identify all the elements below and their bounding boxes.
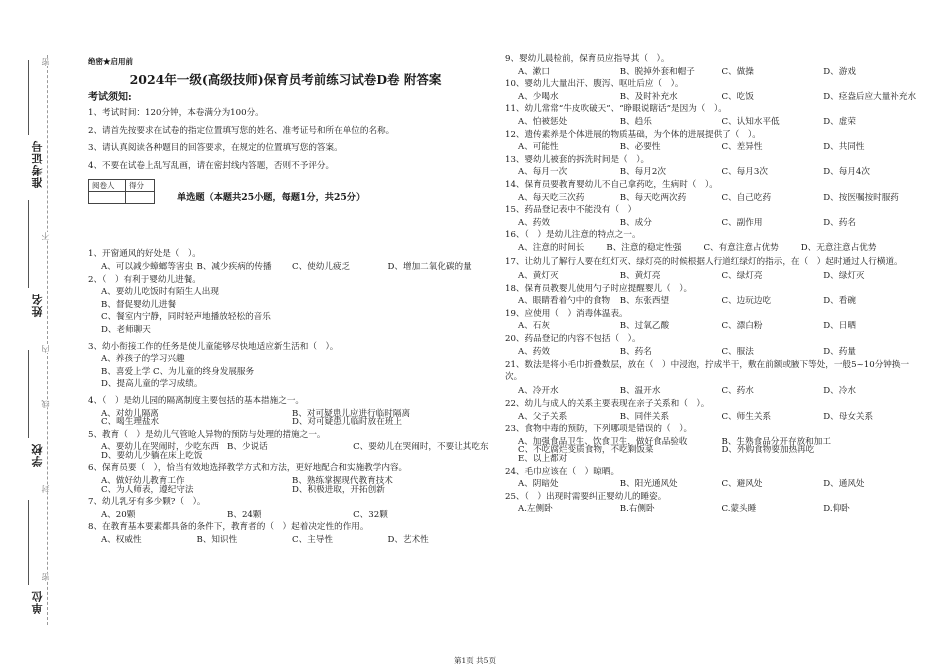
question — [88, 498, 483, 519]
question-list-left — [88, 249, 489, 546]
seal-mark: 不 — [41, 232, 50, 240]
answer-option[interactable]: A、漱口 — [518, 66, 550, 77]
page-title: 2024年一级(高级技师)保育员考前练习试卷D卷 附答案 — [129, 71, 442, 87]
answer-option[interactable]: D、药量 — [823, 346, 856, 357]
answer-option[interactable]: C、药水 — [721, 386, 754, 397]
name-field[interactable] — [28, 200, 29, 288]
answer-option[interactable]: B、过氧乙酸 — [619, 321, 670, 332]
option-list — [88, 511, 483, 520]
answer-option[interactable]: C、差异性 — [721, 142, 763, 153]
score-row — [88, 179, 483, 204]
option-list — [505, 438, 925, 464]
question-stem: 22、幼儿与成人的关系主要表现在亲子关系和（ ）。 — [505, 399, 710, 410]
answer-option[interactable]: B、黄灯亮 — [619, 271, 661, 282]
answer-option[interactable]: B、24颗 — [227, 509, 262, 520]
option-list — [505, 297, 925, 306]
answer-option[interactable]: D、日晒 — [823, 321, 856, 332]
question-stem: 15、药品登记表中不能没有（ ） — [505, 205, 637, 216]
answer-option[interactable]: C、自己吃药 — [721, 192, 772, 203]
answer-option[interactable]: B.右侧卧 — [619, 504, 655, 515]
seal-mark: 密 — [41, 58, 50, 66]
answer-option[interactable]: D、每月4次 — [823, 167, 870, 178]
answer-option[interactable]: B、对可疑患儿应进行临时隔离 — [292, 408, 411, 419]
option-list — [505, 480, 925, 489]
question-list-right — [505, 55, 925, 514]
question — [88, 523, 483, 544]
exam-number-label: 准考证号 — [31, 140, 44, 188]
question-stem: 4、（ ）是幼儿园的隔离制度主要包括的基本措施之一。 — [88, 395, 305, 406]
question — [88, 343, 483, 393]
option-list — [505, 68, 925, 77]
option-list — [505, 194, 925, 203]
answer-option[interactable]: A、权威性 — [101, 535, 142, 546]
question-stem: 7、幼儿乳牙有多少颗?（ ）。 — [88, 497, 206, 508]
answer-option[interactable]: A、20颗 — [101, 509, 136, 520]
answer-option[interactable]: B、阳光通风处 — [619, 479, 678, 490]
question — [88, 429, 489, 461]
answer-option[interactable]: A、黄灯灭 — [518, 271, 559, 282]
question-stem: 21、数法是将小毛巾折叠数层，放在（ ）中浸泡，拧成半干，敷在前额或腋下等处，一般5~10分钟换一次。 — [505, 360, 910, 382]
question-stem: 18、保育员教婴儿使用勺子时应提醒婴儿（ ）。 — [505, 283, 693, 294]
notice-item: 2、请首先按要求在试卷的指定位置填写您的姓名、准考证号和所在单位的名称。 — [88, 125, 395, 136]
answer-option[interactable]: C、喝生理盐水 — [101, 417, 160, 428]
option-list — [505, 93, 925, 102]
question-stem: 20、药品登记的内容不包括（ ）。 — [505, 334, 641, 345]
seal-mark: 密 — [41, 573, 50, 581]
option-list — [88, 536, 483, 545]
answer-option[interactable]: D、老师聊天 — [101, 324, 151, 335]
answer-option[interactable]: A、做好幼儿教育工作 — [101, 476, 185, 487]
question-stem: 10、婴幼儿大量出汗、腹泻、呕吐后应（ ）。 — [505, 79, 684, 90]
answer-option[interactable]: C、不吃腐烂变质食物，不吃剩饭菜 — [518, 445, 654, 456]
answer-option[interactable]: A、冷开水 — [518, 386, 559, 397]
reviewer-cell[interactable] — [89, 192, 126, 204]
answer-option[interactable]: A、加强食品卫生、饮食卫生，做好食品验收 — [518, 436, 688, 447]
score-cell[interactable] — [126, 192, 155, 204]
answer-option[interactable]: A、每月一次 — [518, 167, 568, 178]
answer-option[interactable]: D.仰卧 — [823, 504, 850, 515]
right-column — [505, 55, 925, 518]
option-list — [505, 244, 925, 253]
school-field[interactable] — [28, 350, 29, 438]
question-stem: 8、在教育基本要素都具备的条件下，教育者的（ ）起着决定性的作用。 — [88, 522, 369, 533]
option-list — [505, 219, 925, 228]
option-list — [88, 477, 483, 494]
question-stem: 16、（ ）是幼儿注意的特点之一。 — [505, 230, 641, 241]
answer-option[interactable]: D、药名 — [823, 217, 856, 228]
question-stem: 12、遗传素养是个体进展的物质基础，为个体的进展提供了（ ）。 — [505, 129, 761, 140]
left-column — [88, 55, 489, 549]
option-list — [505, 413, 925, 422]
answer-option[interactable]: D、母女关系 — [823, 411, 874, 422]
question — [505, 55, 925, 76]
question-stem: 2、（ ）有利于婴幼儿进餐。 — [88, 274, 201, 285]
question — [505, 131, 925, 152]
option-list — [505, 143, 925, 152]
option-list — [505, 505, 925, 514]
question-stem: 3、幼小衔接工作的任务是使儿童能够尽快地适应新生活和（ ）。 — [88, 341, 339, 352]
answer-option[interactable]: C.蒙头睡 — [721, 504, 757, 515]
answer-option[interactable]: A、药效 — [518, 217, 550, 228]
option-list — [505, 387, 925, 396]
unit-label: 单位 — [31, 590, 44, 614]
option-list — [505, 168, 925, 177]
answer-option[interactable]: B、喜爱上学 C、为儿童的终身发展服务 — [101, 366, 255, 377]
question — [88, 397, 483, 427]
question — [505, 285, 925, 306]
answer-option[interactable]: B、脱掉外套和帽子 — [619, 66, 695, 77]
answer-option[interactable]: D、对可疑患儿临时放在班上 — [292, 417, 403, 428]
answer-option[interactable]: B、减少疾病的传播 — [196, 261, 272, 272]
answer-option[interactable]: D、共同性 — [823, 142, 865, 153]
question — [505, 231, 925, 252]
question — [505, 400, 925, 421]
question — [505, 360, 925, 396]
question-stem: 25、（ ）出现时需要纠正婴幼儿的睡姿。 — [505, 491, 667, 502]
answer-option[interactable]: A、注意的时间长 — [518, 242, 585, 253]
answer-option[interactable]: C、主导性 — [292, 535, 333, 546]
section-title: 单选题（本题共25小题，每题1分，共25分） — [177, 192, 366, 204]
answer-option[interactable]: D、绿灯灭 — [823, 271, 865, 282]
unit-field[interactable] — [28, 500, 29, 585]
answer-option[interactable]: B、督促婴幼儿进餐 — [101, 299, 177, 310]
seal-dashed-line — [47, 55, 48, 625]
question — [505, 335, 925, 356]
notice-item: 4、不要在试卷上乱写乱画，请在密封线内答题，否则不予评分。 — [88, 160, 335, 171]
reviewer-label: 阅卷人 — [89, 180, 126, 192]
answer-option[interactable]: A、要幼儿吃饭时有陌生人出现 — [101, 287, 219, 298]
answer-option[interactable]: C、副作用 — [721, 217, 763, 228]
secret-label: 绝密★启用前 — [88, 57, 133, 66]
exam-number-field[interactable] — [28, 60, 29, 135]
question-stem: 24、毛巾应该在（ ）晾晒。 — [505, 466, 620, 477]
answer-option[interactable]: A、石灰 — [518, 321, 550, 332]
answer-option[interactable]: A、眼睛看着勺中的食物 — [518, 296, 611, 307]
option-list — [88, 355, 483, 393]
answer-option[interactable]: C、做操 — [721, 66, 754, 77]
answer-option[interactable]: C、餐室内宁静，同时轻声地播放轻松的音乐 — [101, 312, 271, 323]
answer-option[interactable]: B、药名 — [619, 346, 652, 357]
answer-option[interactable]: A、阴暗处 — [518, 479, 559, 490]
option-list — [505, 118, 925, 127]
answer-option[interactable]: D、看碗 — [823, 296, 856, 307]
answer-option[interactable]: B、少说话 — [227, 442, 268, 453]
question-stem: 19、应使用（ ）消毒体温表。 — [505, 308, 628, 319]
question-stem: 13、婴幼儿被套的拆洗时间是（ ）。 — [505, 154, 650, 165]
answer-option[interactable]: A、养孩子的学习兴趣 — [101, 354, 185, 365]
answer-option[interactable]: A.左侧卧 — [518, 504, 553, 515]
answer-option[interactable]: B、熟练掌握现代教育技术 — [292, 476, 393, 487]
question-stem: 14、保育员要教育婴幼儿不自己拿药吃，生病时（ ）。 — [505, 179, 718, 190]
answer-option[interactable]: D、游戏 — [823, 66, 856, 77]
answer-option[interactable]: D、积极进取，开拓创新 — [292, 484, 385, 495]
question — [505, 181, 925, 202]
school-label: 学校 — [31, 443, 44, 467]
answer-option[interactable]: C、服法 — [721, 346, 754, 357]
answer-option[interactable]: D、虚荣 — [823, 116, 856, 127]
answer-option[interactable]: C、认知水平低 — [721, 116, 780, 127]
answer-option[interactable]: B、知识性 — [196, 535, 238, 546]
answer-option[interactable]: D、无意注意占优势 — [800, 242, 877, 253]
answer-option[interactable]: A、药效 — [518, 346, 550, 357]
option-list — [505, 272, 925, 281]
question — [505, 310, 925, 331]
answer-option[interactable]: D、增加二氧化碳的量 — [387, 261, 472, 272]
question — [88, 464, 483, 494]
answer-option[interactable]: D、按医嘱按时服药 — [823, 192, 899, 203]
answer-option[interactable]: B、注意的稳定性强 — [606, 242, 682, 253]
answer-option[interactable]: A、每天吃三次药 — [518, 192, 585, 203]
question-stem: 11、幼儿常常“牛皮吹破天”、“睁眼说瞎话”是因为（ ）。 — [505, 104, 727, 115]
answer-option[interactable]: D、通风处 — [823, 479, 865, 490]
notice-item: 3、请认真阅读各种题目的回答要求，在规定的位置填写您的答案。 — [88, 143, 343, 154]
answer-option[interactable]: B、东张西望 — [619, 296, 670, 307]
question — [505, 156, 925, 177]
question-stem: 23、食物中毒的预防，下列哪项是错误的（ ）。 — [505, 424, 693, 435]
answer-option[interactable]: C、吃饭 — [721, 91, 754, 102]
answer-option[interactable]: C、32颗 — [353, 509, 388, 520]
answer-option[interactable]: D、冷水 — [823, 386, 856, 397]
seal-mark: 封 — [41, 485, 50, 493]
answer-option[interactable]: C、使幼儿疲乏 — [292, 261, 351, 272]
answer-option[interactable]: A、少喝水 — [518, 91, 559, 102]
answer-option[interactable]: A、可以减少蟑螂等害虫 — [101, 261, 194, 272]
option-list — [88, 263, 483, 272]
answer-option[interactable]: A、要幼儿在哭闹时，少吃东西 — [101, 442, 219, 453]
binding-margin — [0, 0, 60, 671]
option-list — [505, 322, 925, 331]
score-box — [88, 179, 155, 204]
answer-option[interactable]: C、师生关系 — [721, 411, 772, 422]
question — [505, 105, 925, 126]
question — [505, 257, 925, 281]
answer-option[interactable]: C、为人师表，遵纪守法 — [101, 484, 194, 495]
question — [88, 250, 483, 271]
question — [505, 80, 925, 101]
option-list — [88, 288, 483, 338]
question-stem: 1、开窗通风的好处是（ ）。 — [88, 249, 201, 260]
answer-option[interactable]: A、可能性 — [518, 142, 559, 153]
answer-option[interactable]: A、对幼儿隔离 — [101, 408, 159, 419]
answer-option[interactable]: B、每天吃两次药 — [619, 192, 687, 203]
answer-option[interactable]: D、外购食物要加热再吃 — [721, 445, 815, 456]
answer-option[interactable]: C、每月3次 — [721, 167, 768, 178]
answer-option[interactable]: D、提高儿童的学习成绩。 — [101, 379, 203, 390]
answer-option[interactable]: B、每月2次 — [619, 167, 666, 178]
question — [88, 276, 483, 339]
question-stem: 5、教育（ ）是幼儿气管呛人异物的预防与处理的措施之一。 — [88, 429, 326, 440]
seal-mark: 内 — [41, 345, 50, 353]
answer-option[interactable]: D、艺术性 — [387, 535, 429, 546]
answer-option[interactable]: B、必要性 — [619, 142, 661, 153]
question-stem: 9、婴幼儿晨检前，保育员应指导其（ ）。 — [505, 54, 670, 64]
page-footer: 第1页 共5页 — [454, 656, 496, 665]
answer-option[interactable]: C、有意注意占优势 — [703, 242, 779, 253]
question — [505, 425, 925, 463]
answer-option[interactable]: B、趋乐 — [619, 116, 652, 127]
option-list — [505, 348, 925, 357]
question-stem: 6、保育员要（ ），恰当有效地选择教学方式和方法，更好地配合和实施教学内容。 — [88, 463, 408, 474]
answer-option[interactable]: C、边玩边吃 — [721, 296, 772, 307]
answer-option[interactable]: C、漂白粉 — [721, 321, 763, 332]
option-list — [88, 442, 489, 461]
option-list — [88, 410, 483, 427]
answer-option[interactable]: A、父子关系 — [518, 411, 568, 422]
answer-option[interactable]: C、要幼儿在哭闹时，不要让其吃东 — [353, 442, 489, 453]
answer-option[interactable]: B、温开水 — [619, 386, 661, 397]
answer-option[interactable]: C、避风处 — [721, 479, 763, 490]
question — [505, 468, 925, 489]
answer-option[interactable]: B、生熟食品分开存放和加工 — [721, 436, 831, 447]
answer-option[interactable]: A、怕被惩处 — [518, 116, 568, 127]
answer-option[interactable]: B、成分 — [619, 217, 652, 228]
notice-heading: 考试须知: — [88, 92, 132, 103]
seal-mark: 线 — [41, 400, 50, 408]
answer-option[interactable]: B、及时补充水 — [619, 91, 678, 102]
answer-option[interactable]: C、绿灯亮 — [721, 271, 763, 282]
score-label: 得分 — [126, 180, 155, 192]
question-stem: 17、让幼儿了解行人要在红灯灭、绿灯亮的时候根据人行道红绿灯的指示，在（ ）起时通过人行横道。 — [505, 256, 903, 267]
question — [505, 493, 925, 514]
notice-item: 1、考试时间：120分钟，本卷满分为100分。 — [88, 108, 264, 118]
name-label: 姓名 — [31, 293, 44, 317]
answer-option[interactable]: D、痉盎后应大量补充水 — [823, 91, 917, 102]
answer-option[interactable]: E、以上都对 — [518, 454, 568, 464]
question — [505, 206, 925, 227]
answer-option[interactable]: B、同伴关系 — [619, 411, 670, 422]
answer-option[interactable]: D、要幼儿少躺在床上吃饭 — [101, 450, 203, 461]
